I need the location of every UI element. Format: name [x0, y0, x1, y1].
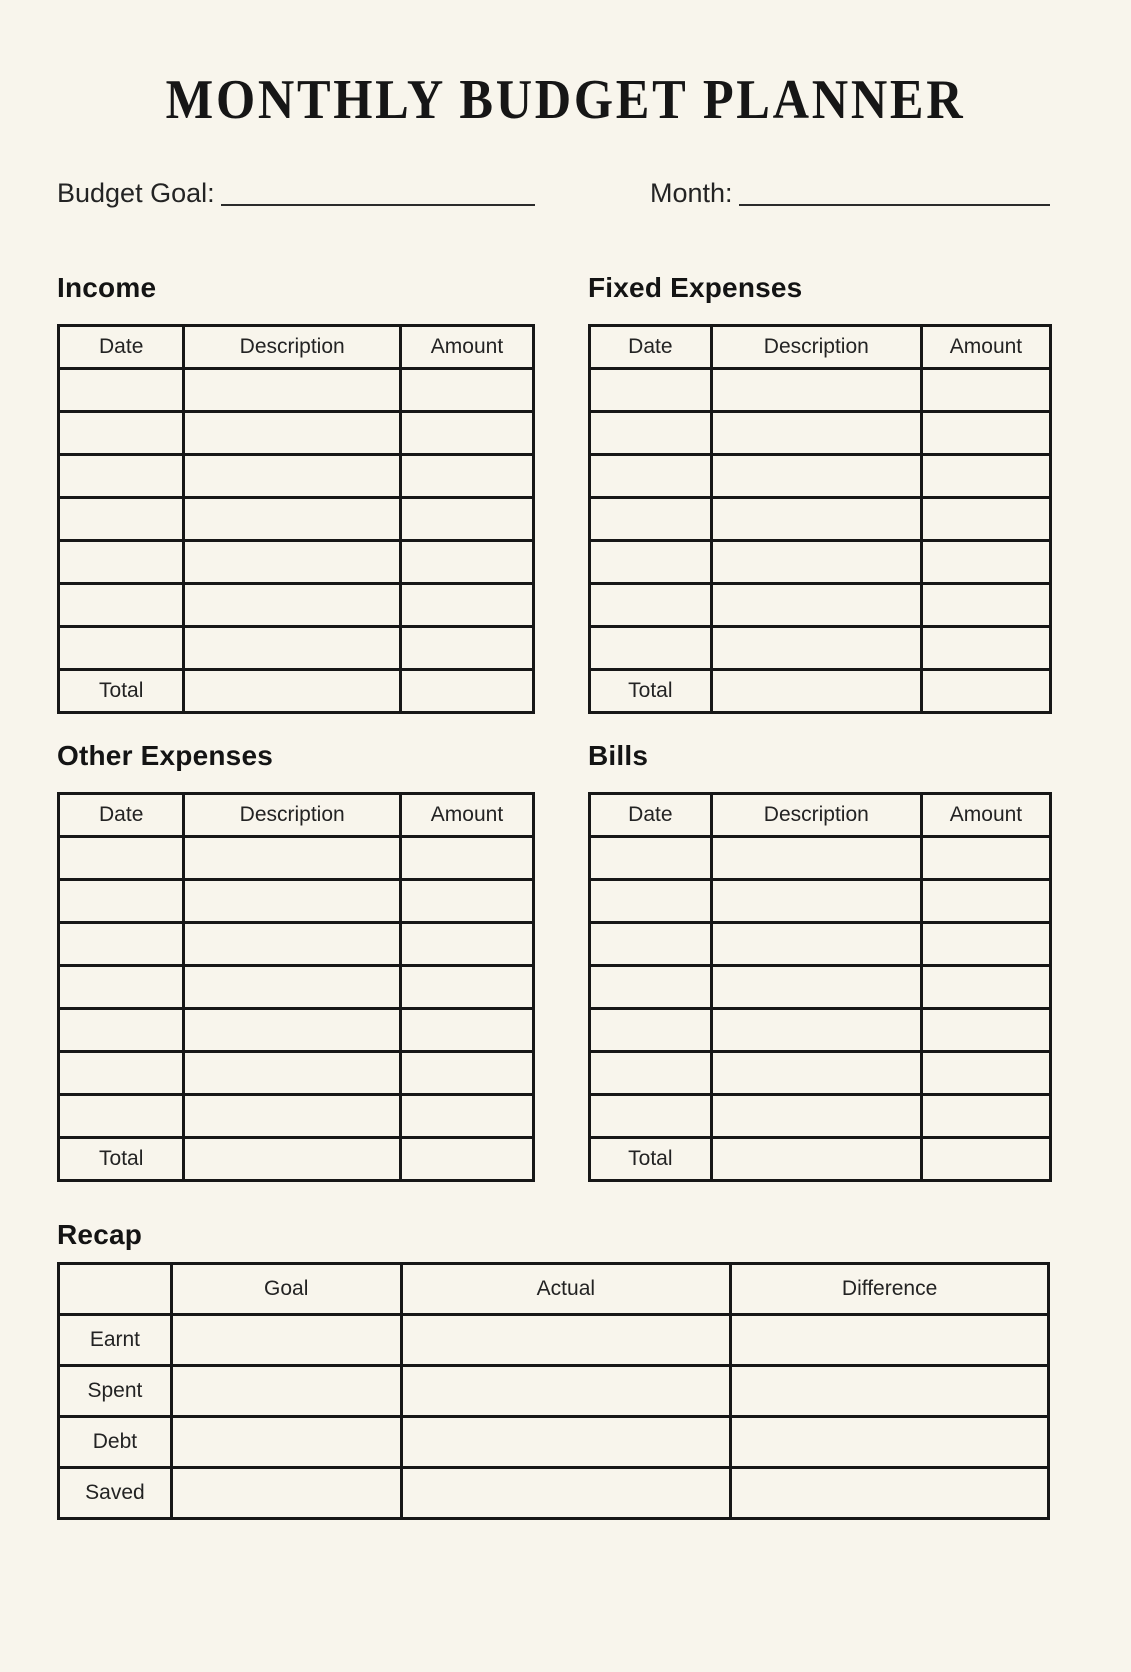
recap-row-label: Debt	[59, 1417, 172, 1468]
empty-cell	[400, 1094, 533, 1137]
empty-cell	[400, 879, 533, 922]
empty-cell	[590, 922, 712, 965]
empty-cell	[590, 836, 712, 879]
section-title-income: Income	[57, 272, 157, 304]
section-other-expenses	[57, 741, 535, 1182]
empty-cell	[711, 1094, 921, 1137]
empty-cell	[590, 1051, 712, 1094]
table-row	[590, 965, 1051, 1008]
column-header-amount: Amount	[921, 325, 1050, 368]
empty-cell	[731, 1468, 1049, 1519]
empty-cell	[59, 454, 184, 497]
empty-cell	[400, 1008, 533, 1051]
table-row	[590, 879, 1051, 922]
empty-cell	[590, 583, 712, 626]
table-row	[59, 454, 534, 497]
total-label-cell: Total	[590, 669, 712, 712]
tables-grid	[57, 273, 1131, 1182]
column-header-date: Date	[590, 793, 712, 836]
section-title-fixed-expenses: Fixed Expenses	[588, 272, 803, 304]
empty-cell	[184, 497, 401, 540]
month-field	[650, 178, 1050, 209]
empty-cell	[184, 454, 401, 497]
table-row	[590, 540, 1051, 583]
table-row	[590, 1008, 1051, 1051]
table-row	[590, 411, 1051, 454]
total-label-cell: Total	[59, 1137, 184, 1180]
empty-cell	[184, 411, 401, 454]
table-row	[590, 583, 1051, 626]
empty-cell	[400, 497, 533, 540]
section-title-other-expenses: Other Expenses	[57, 739, 273, 771]
table-row	[59, 368, 534, 411]
empty-cell	[590, 540, 712, 583]
section-income	[57, 273, 535, 714]
empty-cell	[711, 454, 921, 497]
empty-cell	[184, 583, 401, 626]
total-row	[590, 669, 1051, 712]
empty-cell	[171, 1468, 401, 1519]
table-row	[59, 1094, 534, 1137]
income-table	[57, 324, 535, 714]
table-row	[59, 583, 534, 626]
empty-cell	[400, 1051, 533, 1094]
section-title-recap: Recap	[57, 1218, 143, 1250]
column-header-amount: Amount	[921, 793, 1050, 836]
empty-cell	[184, 879, 401, 922]
empty-cell	[184, 626, 401, 669]
empty-cell	[711, 497, 921, 540]
empty-cell	[184, 368, 401, 411]
fields-row	[57, 178, 1074, 209]
table-row	[59, 1008, 534, 1051]
recap-row-label: Saved	[59, 1468, 172, 1519]
budget-goal-field	[57, 178, 535, 209]
section-title-bills: Bills	[588, 739, 649, 771]
budget-goal-fill-line	[221, 194, 535, 206]
empty-cell	[711, 368, 921, 411]
empty-cell	[59, 836, 184, 879]
empty-cell	[184, 922, 401, 965]
empty-cell	[59, 1008, 184, 1051]
total-amount-cell	[921, 1137, 1050, 1180]
total-row	[59, 669, 534, 712]
empty-cell	[921, 1008, 1050, 1051]
table-row	[590, 626, 1051, 669]
empty-cell	[400, 368, 533, 411]
total-amount-cell	[400, 669, 533, 712]
total-amount-cell	[400, 1137, 533, 1180]
table-row	[590, 922, 1051, 965]
empty-cell	[590, 368, 712, 411]
empty-cell	[400, 922, 533, 965]
table-row	[59, 922, 534, 965]
empty-cell	[711, 583, 921, 626]
empty-cell	[59, 540, 184, 583]
empty-cell	[731, 1315, 1049, 1366]
section-bills	[588, 741, 1052, 1182]
empty-cell	[711, 1008, 921, 1051]
column-header-date: Date	[59, 325, 184, 368]
total-row	[59, 1137, 534, 1180]
column-header-amount: Amount	[400, 793, 533, 836]
empty-cell	[711, 965, 921, 1008]
table-header-row	[590, 325, 1051, 368]
recap-corner-cell	[59, 1264, 172, 1315]
total-value-cell	[711, 1137, 921, 1180]
empty-cell	[59, 626, 184, 669]
recap-row-label: Earnt	[59, 1315, 172, 1366]
recap-column-header-difference: Difference	[731, 1264, 1049, 1315]
bills-table	[588, 792, 1052, 1182]
total-amount-cell	[921, 669, 1050, 712]
column-header-description: Description	[711, 793, 921, 836]
empty-cell	[921, 922, 1050, 965]
empty-cell	[401, 1468, 731, 1519]
total-row	[590, 1137, 1051, 1180]
empty-cell	[590, 454, 712, 497]
recap-row-debt	[59, 1417, 1049, 1468]
table-row	[59, 965, 534, 1008]
table-row	[590, 1094, 1051, 1137]
empty-cell	[711, 922, 921, 965]
empty-cell	[184, 1094, 401, 1137]
empty-cell	[921, 454, 1050, 497]
total-label-cell: Total	[590, 1137, 712, 1180]
empty-cell	[59, 497, 184, 540]
recap-row-saved	[59, 1468, 1049, 1519]
empty-cell	[400, 965, 533, 1008]
empty-cell	[59, 922, 184, 965]
empty-cell	[731, 1366, 1049, 1417]
recap-row-label: Spent	[59, 1366, 172, 1417]
page-title: MONTHLY BUDGET PLANNER	[165, 69, 966, 131]
empty-cell	[590, 626, 712, 669]
fixed-expenses-table	[588, 324, 1052, 714]
empty-cell	[921, 540, 1050, 583]
empty-cell	[590, 411, 712, 454]
empty-cell	[184, 965, 401, 1008]
empty-cell	[921, 836, 1050, 879]
recap-header-row	[59, 1264, 1049, 1315]
planner-page	[0, 69, 1131, 1672]
column-header-date: Date	[590, 325, 712, 368]
table-row	[590, 497, 1051, 540]
table-row	[590, 836, 1051, 879]
empty-cell	[921, 368, 1050, 411]
table-header-row	[59, 325, 534, 368]
empty-cell	[401, 1366, 731, 1417]
empty-cell	[711, 1051, 921, 1094]
empty-cell	[731, 1417, 1049, 1468]
table-row	[59, 540, 534, 583]
table-row	[59, 497, 534, 540]
empty-cell	[711, 411, 921, 454]
empty-cell	[59, 411, 184, 454]
empty-cell	[590, 965, 712, 1008]
empty-cell	[400, 540, 533, 583]
empty-cell	[590, 497, 712, 540]
total-label-cell: Total	[59, 669, 184, 712]
empty-cell	[59, 965, 184, 1008]
empty-cell	[921, 879, 1050, 922]
total-value-cell	[184, 669, 401, 712]
empty-cell	[184, 836, 401, 879]
total-value-cell	[184, 1137, 401, 1180]
empty-cell	[400, 411, 533, 454]
empty-cell	[401, 1417, 731, 1468]
table-row	[59, 626, 534, 669]
budget-goal-label: Budget Goal:	[57, 178, 215, 208]
empty-cell	[711, 836, 921, 879]
empty-cell	[590, 1094, 712, 1137]
empty-cell	[921, 965, 1050, 1008]
empty-cell	[400, 583, 533, 626]
table-row	[590, 454, 1051, 497]
empty-cell	[921, 626, 1050, 669]
empty-cell	[184, 540, 401, 583]
table-row	[59, 411, 534, 454]
recap-table	[57, 1262, 1050, 1520]
empty-cell	[171, 1366, 401, 1417]
empty-cell	[184, 1008, 401, 1051]
empty-cell	[171, 1315, 401, 1366]
empty-cell	[590, 1008, 712, 1051]
month-fill-line	[739, 194, 1050, 206]
empty-cell	[59, 1051, 184, 1094]
column-header-date: Date	[59, 793, 184, 836]
column-header-description: Description	[184, 325, 401, 368]
empty-cell	[59, 368, 184, 411]
empty-cell	[59, 879, 184, 922]
empty-cell	[921, 411, 1050, 454]
recap-column-header-goal: Goal	[171, 1264, 401, 1315]
empty-cell	[184, 1051, 401, 1094]
total-value-cell	[711, 669, 921, 712]
recap-row-spent	[59, 1366, 1049, 1417]
table-row	[590, 1051, 1051, 1094]
empty-cell	[711, 626, 921, 669]
empty-cell	[59, 583, 184, 626]
column-header-amount: Amount	[400, 325, 533, 368]
empty-cell	[59, 1094, 184, 1137]
table-header-row	[59, 793, 534, 836]
table-row	[590, 368, 1051, 411]
empty-cell	[400, 454, 533, 497]
recap-column-header-actual: Actual	[401, 1264, 731, 1315]
column-header-description: Description	[711, 325, 921, 368]
empty-cell	[590, 879, 712, 922]
empty-cell	[921, 583, 1050, 626]
empty-cell	[711, 879, 921, 922]
empty-cell	[711, 540, 921, 583]
table-row	[59, 836, 534, 879]
other-expenses-table	[57, 792, 535, 1182]
empty-cell	[400, 836, 533, 879]
month-label: Month:	[650, 178, 733, 208]
column-header-description: Description	[184, 793, 401, 836]
empty-cell	[171, 1417, 401, 1468]
table-row	[59, 1051, 534, 1094]
table-row	[59, 879, 534, 922]
recap-row-earnt	[59, 1315, 1049, 1366]
table-header-row	[590, 793, 1051, 836]
section-fixed-expenses	[588, 273, 1052, 714]
empty-cell	[921, 1051, 1050, 1094]
empty-cell	[401, 1315, 731, 1366]
empty-cell	[921, 497, 1050, 540]
empty-cell	[400, 626, 533, 669]
section-recap	[57, 1220, 1050, 1521]
empty-cell	[921, 1094, 1050, 1137]
